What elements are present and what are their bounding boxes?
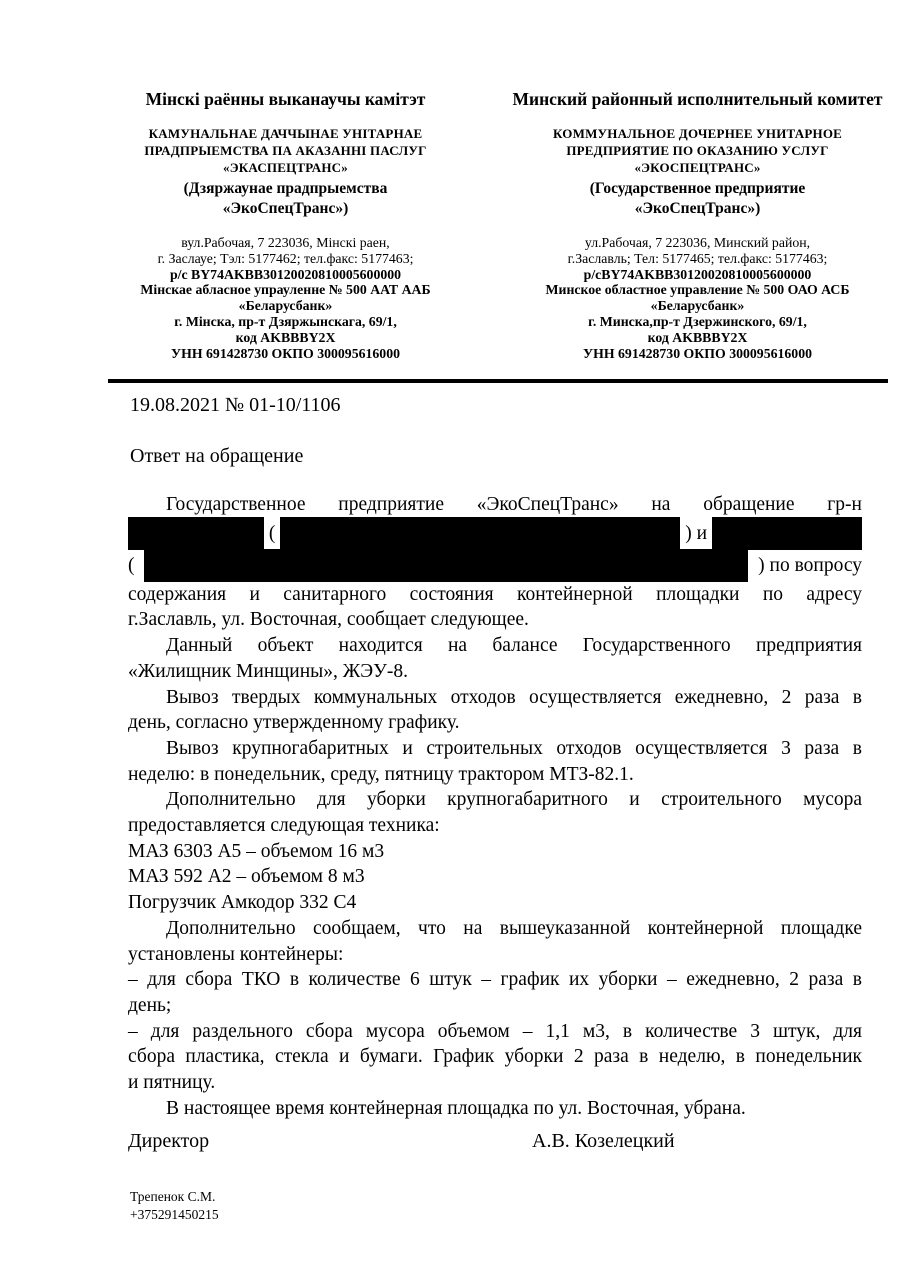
address-line: код AKBBBY2X [235,329,336,345]
address-line: УНН 691428730 ОКПО 300095616000 [582,345,812,361]
body-line: В настоящее время контейнерная площадка по ул. Восточная, убрана. [166,1097,746,1119]
letter-subject: Ответ на обращение [130,445,304,467]
signature-name: А.В. Козелецкий [532,1130,675,1152]
org-alt-name-line: «ЭкоСпецТранс») [634,200,761,217]
body-line: «Жилищник Минщины», ЖЭУ-8. [128,660,409,682]
address-line: ул.Рабочая, 7 223036, Минский район, [584,235,811,250]
executor-name: Трепенок С.М. [130,1189,216,1204]
address-line: г.Заславль; Тел: 5177465; тел.факс: 5177463; [567,250,828,266]
address-line: г. Заслауе; Тэл: 5177462; тел.факс: 5177463; [157,250,414,266]
redaction-bar [144,549,748,582]
org-alt-name-line: (Государственное предприятие [589,180,806,197]
body-text-fragment: ) и [685,522,708,544]
committee-title-by: Мінскі раённы выканаучы камітэт [145,89,426,109]
org-name-block-ru [487,125,906,176]
org-name-line: ПРЕДПРИЯТИЕ ПО ОКАЗАНИЮ УСЛУГ [566,143,829,158]
org-name-line: КОММУНАЛЬНОЕ ДОЧЕРНЕЕ УНИТАРНОЕ [552,126,843,141]
address-line: вул.Рабочая, 7 223036, Мінскі раен, [181,235,390,250]
body-line: г.Заславль, ул. Восточная, сообщает следующее. [128,609,529,631]
body-line: установлены контейнеры: [128,943,344,965]
org-name-line: «ЭКАСПЕЦТРАНС» [223,160,348,175]
body-line: день; [128,994,172,1016]
letterhead-belarusian-column [103,88,468,361]
body-line: Государственное предприятие «ЭкоСпецТранс» на обращение гр-н [166,494,862,515]
body-line: неделю: в понедельник, среду, пятницу трактором МТЗ-82.1. [128,763,634,785]
body-line [128,518,862,550]
letterhead [0,88,906,378]
address-line: г. Мінска, пр-т Дзяржынскага, 69/1, [174,313,397,329]
body-line: сбора пластика, стекла и бумаги. График уборки 2 раза в неделю, в понедельник [128,1046,862,1068]
redaction-bar [280,517,680,550]
executor-footer [130,1188,219,1224]
letterhead-divider-rule [108,379,888,383]
body-line: Вывоз крупногабаритных и строительных отходов осуществляется 3 раза в [166,737,862,759]
redaction-bar [712,517,862,550]
body-text-fragment: ( [128,554,135,576]
body-line: – для сбора ТКО в количестве 6 штук – график их уборки – ежедневно, 2 раза в [128,969,862,991]
body-line: и пятницу. [128,1072,216,1094]
body-line: Вывоз твердых коммунальных отходов осуществляется ежедневно, 2 раза в [166,686,862,708]
address-line: р/с BY74AKBB30120020810005600000 [169,266,402,282]
org-name-line: «ЭКОСПЕЦТРАНС» [634,160,761,175]
executor-phone: +375291450215 [130,1207,219,1222]
org-name-line: КАМУНАЛЬНАЕ ДАЧЧЫНАЕ УНІТАРНАЕ [148,126,423,141]
body-line: день, согласно утвержденному графику. [128,712,460,734]
address-block-ru [487,235,906,361]
body-line: Погрузчик Амкодор 332 С4 [128,892,357,914]
address-line: УНН 691428730 ОКПО 300095616000 [170,345,400,361]
body-line: МАЗ 592 А2 – объемом 8 м3 [128,866,365,888]
body-text-fragment: ) по вопросу [758,554,862,576]
body-line: Дополнительно для уборки крупногабаритного и строительного мусора [166,789,862,811]
address-line: код AKBBBY2X [647,329,748,345]
signature-title: Директор [128,1130,210,1152]
org-alt-name-block-ru [487,179,906,219]
body-line: содержания и санитарного состояния контейнерной площадки по адресу [128,583,862,605]
address-line: Мінскае абласное упрауленне № 500 ААТ ААБ [140,282,431,298]
org-alt-name-block-by [103,179,468,219]
body-line: МАЗ 6303 А5 – объемом 16 м3 [128,840,385,862]
org-name-line: ПРАДПРЫЕМСТВА ПА АКАЗАННІ ПАСЛУГ [144,143,427,158]
address-block-by [103,235,468,361]
address-line: Минское областное управление № 500 ОАО АСБ [545,282,850,298]
committee-title-ru: Минский районный исполнительный комитет [512,89,883,109]
address-line: «Беларусбанк» [650,298,745,314]
address-line: р/сBY74AKBB30120020810005600000 [583,266,812,282]
redaction-bar [128,517,264,550]
address-line: г. Минска,пр-т Дзержинского, 69/1, [588,313,807,329]
body-line [128,550,862,582]
body-text-fragment: ( [268,522,276,544]
body-line: Дополнительно сообщаем, что на вышеуказанной контейнерной площадке [166,917,862,939]
org-alt-name-line: (Дзяржаунае прадпрыемства [183,180,388,197]
letter-body [128,492,862,1121]
body-line: Данный объект находится на балансе Государственного предприятия [166,635,862,657]
signature-block [128,1128,862,1154]
address-line: «Беларусбанк» [238,298,333,314]
body-line: предоставляется следующая техника: [128,815,440,837]
letterhead-russian-column [487,88,906,361]
org-alt-name-line: «ЭкоСпецТранс») [222,200,349,217]
body-line: – для раздельного сбора мусора объемом – 1,1 м3, в количестве 3 штук, для [128,1020,862,1042]
org-name-block-by [103,125,468,176]
reference-date-number: 19.08.2021 № 01-10/1106 [130,394,341,416]
